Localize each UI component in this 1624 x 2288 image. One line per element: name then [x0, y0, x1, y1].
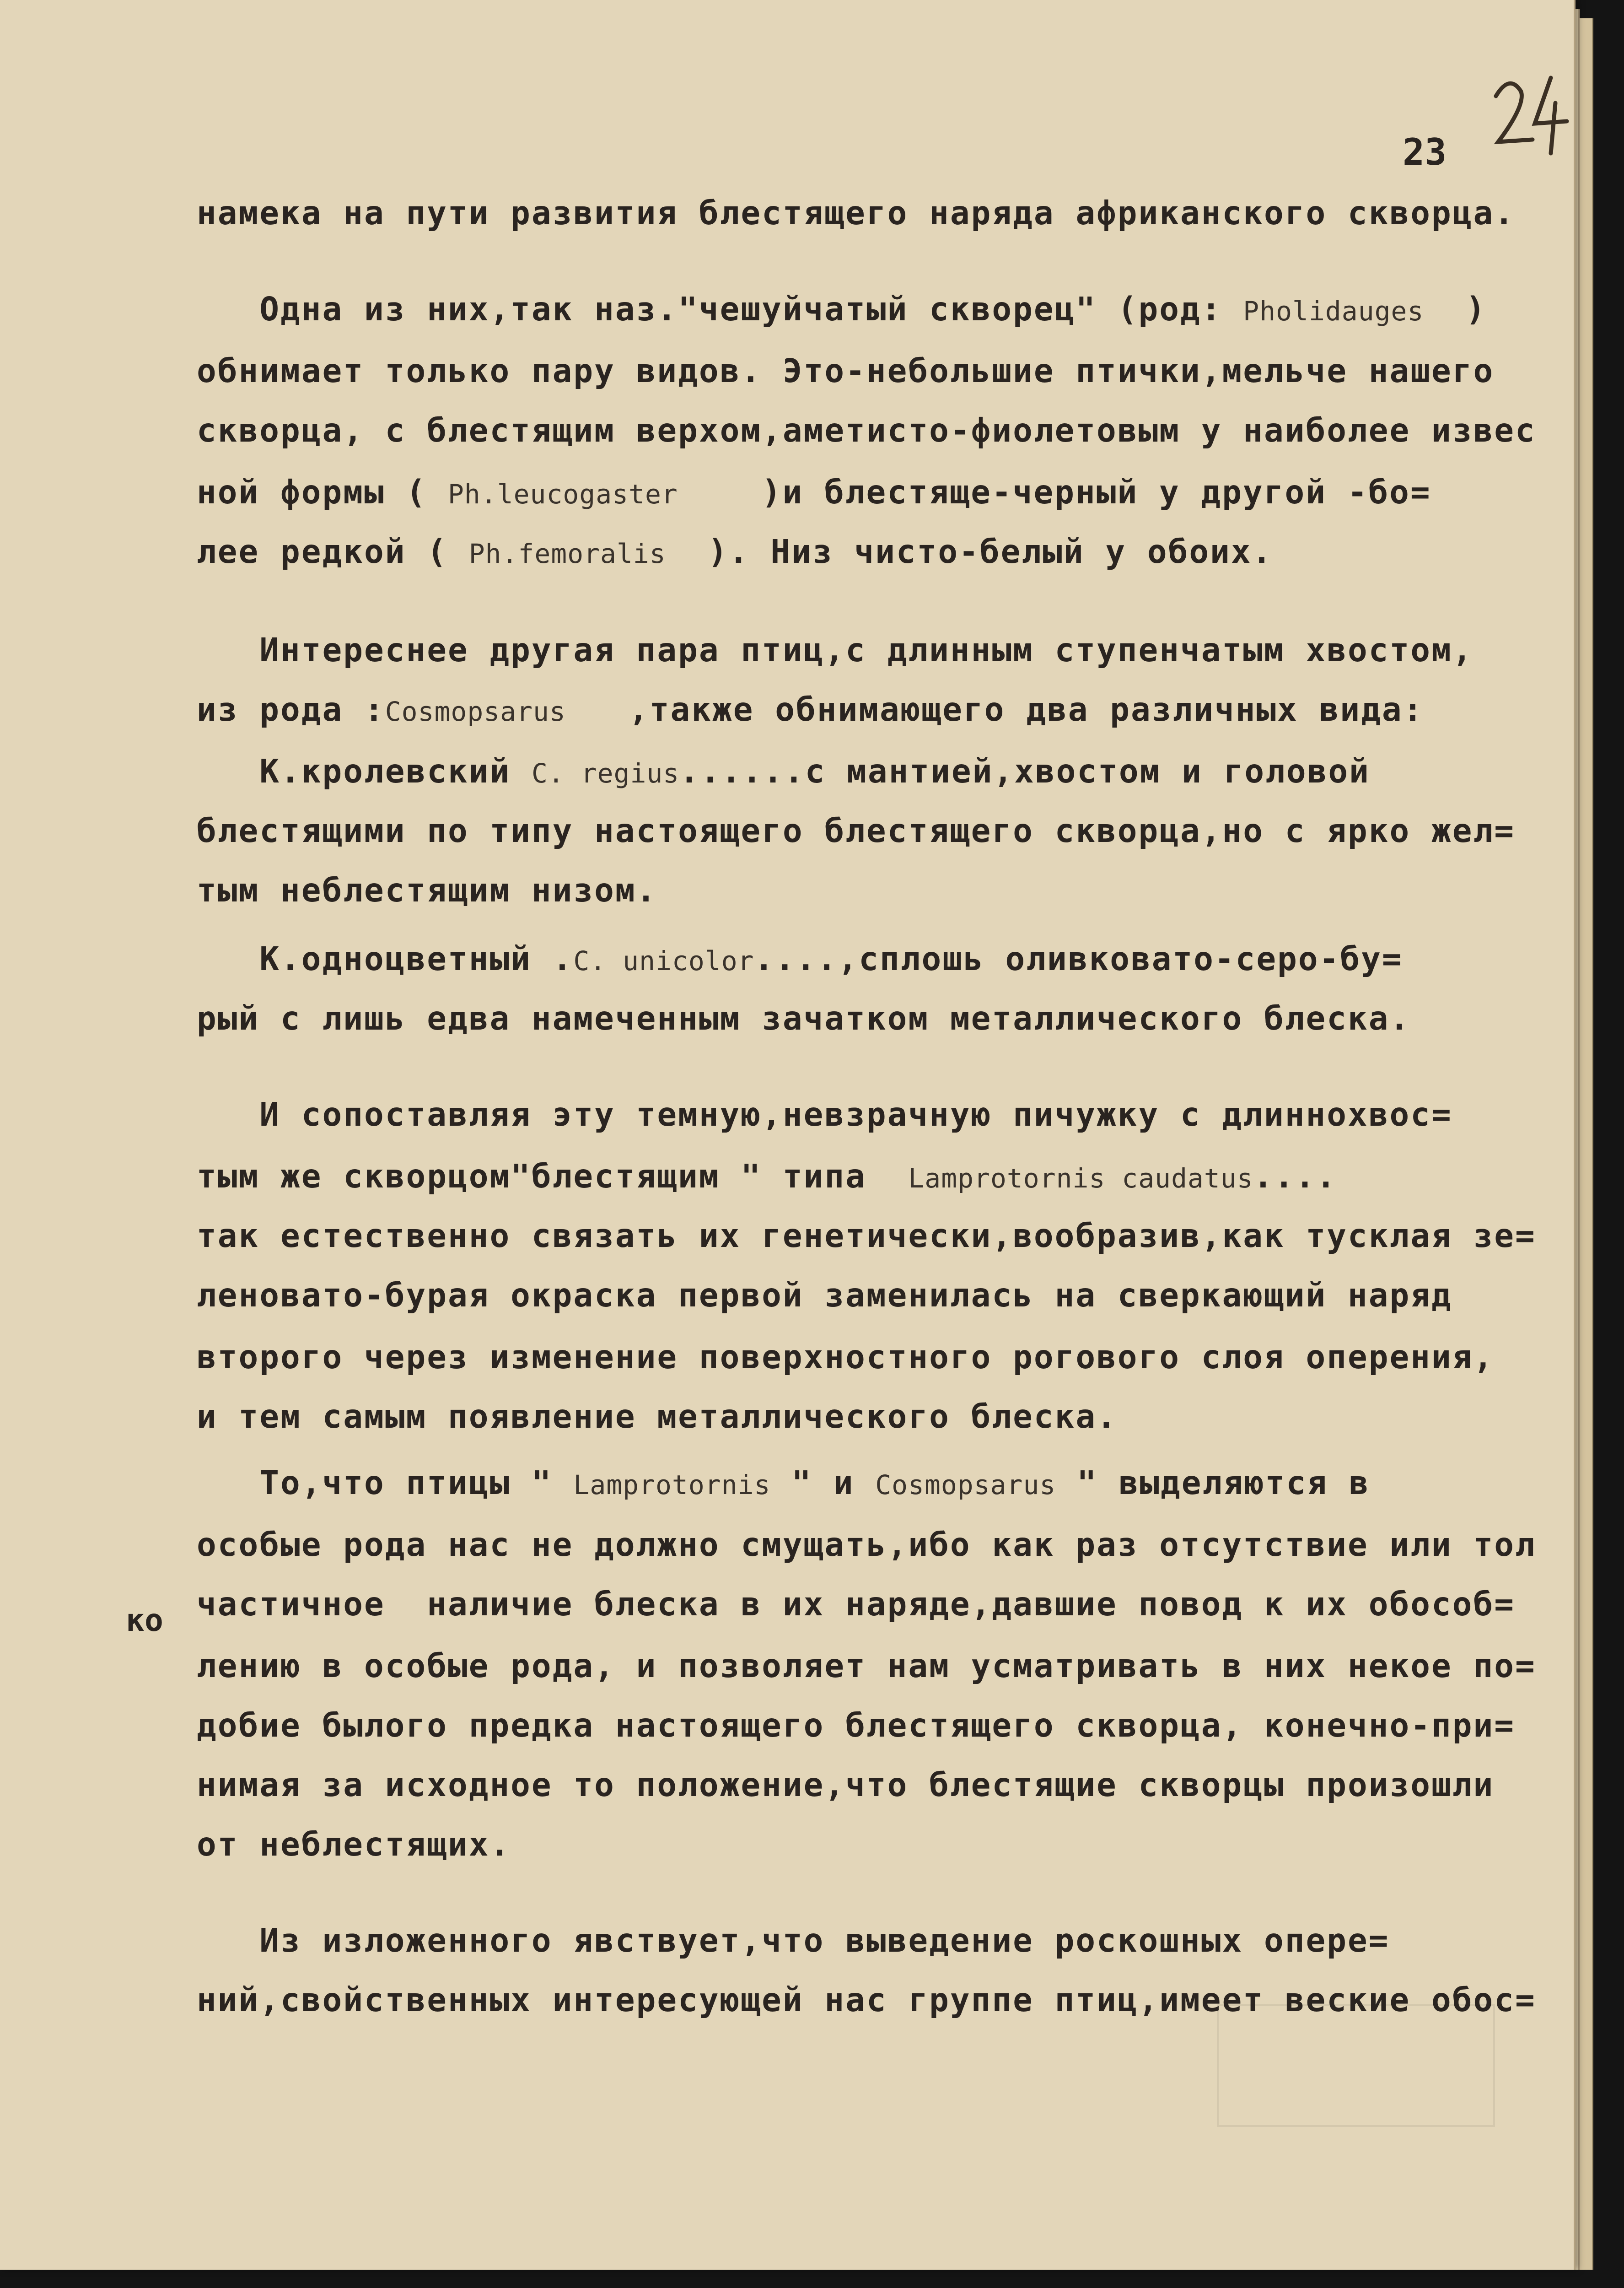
line-text: Из изложенного явствует,что выведение роскошных опере=: [197, 1921, 1390, 1959]
line-text: Одна из них,так наз."чешуйчатый скворец" (род:: [197, 290, 1243, 328]
typed-line: [197, 693, 1424, 726]
line-text: лению в особые рода, и позволяет нам усматривать в них некое по=: [197, 1647, 1536, 1685]
latin-species-name: Cosmopsarus: [385, 696, 566, 727]
typed-line: [197, 352, 1495, 390]
typed-line: [197, 1095, 1452, 1133]
line-text: обнимает только пару видов. Это-небольшие птички,мельче нашего: [197, 352, 1495, 390]
typed-line: [197, 473, 1431, 511]
page-number: 23: [1403, 131, 1447, 173]
typed-line: [197, 1526, 1536, 1564]
typed-line: [197, 1400, 1118, 1433]
latin-species-name: C. unicolor: [573, 945, 754, 977]
typed-line: [197, 1157, 1337, 1195]
line-text: ......с мантией,хвостом и головой: [679, 752, 1370, 790]
line-text: )и блестяще-черный у другой -бо=: [678, 473, 1431, 511]
line-text: тым же скворцом"блестящим " типа: [197, 1157, 909, 1195]
typed-line: [197, 533, 1273, 571]
typed-line: [197, 1464, 1370, 1502]
line-text: ): [1424, 290, 1487, 328]
typed-line: [197, 752, 1370, 790]
line-text: К.кролевский: [197, 752, 532, 790]
typed-line: [197, 290, 1487, 328]
line-text: То,что птицы ": [197, 1464, 574, 1502]
line-text: ....,сплошь оливковато-серо-бу=: [754, 940, 1403, 978]
line-text: и тем самым появление металлического блеска.: [197, 1398, 1118, 1435]
typed-line: [197, 999, 1411, 1037]
line-text: ). Низ чисто-белый у обоих.: [666, 533, 1273, 571]
line-text: лее редкой (: [197, 533, 469, 571]
typed-line: [197, 940, 1403, 978]
typed-line: [197, 1921, 1390, 1959]
line-text: так естественно связать их генетически,вообразив,как тусклая зе=: [197, 1217, 1536, 1255]
line-text: ний,свойственных интересующей нас группе птиц,имеет веские обос=: [197, 1981, 1536, 2019]
line-text: тым неблестящим низом.: [197, 871, 657, 909]
line-text: частичное наличие блеска в их наряде,давшие повод к их обособ=: [197, 1585, 1515, 1623]
typed-line: [197, 871, 657, 909]
handwritten-folio-number: [1482, 64, 1574, 156]
typed-line: [197, 1338, 1495, 1376]
typed-line: [197, 812, 1515, 850]
line-text: нимая за исходное то положение,что блестящие скворцы произошли: [197, 1766, 1495, 1804]
line-text: ....: [1253, 1157, 1337, 1195]
line-text: скворца, с блестящим верхом,аметисто-фиолетовым у наиболее извес: [197, 411, 1536, 449]
typed-line: [197, 1981, 1536, 2019]
line-text: второго через изменение поверхностного рогового слоя оперения,: [197, 1338, 1495, 1376]
latin-species-name: Ph.femoralis: [468, 538, 666, 569]
latin-species-name: Ph.leucogaster: [447, 479, 678, 510]
latin-species-name: C. regius: [531, 758, 680, 789]
typed-line: [197, 411, 1536, 449]
margin-note: ко: [126, 1603, 163, 1639]
latin-species-name: Lamprotornis caudatus: [908, 1163, 1253, 1194]
faded-stamp: [1217, 2004, 1495, 2127]
typed-line: [197, 1217, 1536, 1255]
line-text: от неблестящих.: [197, 1825, 511, 1863]
typed-line: [197, 1276, 1452, 1314]
latin-species-name: Lamprotornis: [573, 1469, 771, 1500]
line-text: леновато-бурая окраска первой заменилась на сверкающий наряд: [197, 1276, 1452, 1314]
typed-line: [197, 631, 1473, 669]
line-text: Интереснее другая пара птиц,с длинным ступенчатым хвостом,: [197, 631, 1473, 669]
line-text: " и: [770, 1464, 876, 1502]
typed-line: [197, 1647, 1536, 1685]
line-text: намека на пути развития блестящего наряда африканского скворца.: [197, 194, 1515, 232]
typed-line: [197, 1825, 511, 1863]
line-text: К.одноцветный .: [197, 940, 574, 978]
line-text: " выделяются в: [1056, 1464, 1370, 1502]
typed-line: [197, 1766, 1495, 1804]
line-text: ,также обнимающего два различных вида:: [565, 691, 1424, 728]
line-text: ной формы (: [197, 473, 448, 511]
line-text: блестящими по типу настоящего блестящего скворца,но с ярко жел=: [197, 812, 1515, 850]
line-text: из рода :: [197, 691, 385, 728]
typed-line: [197, 194, 1515, 232]
latin-species-name: Pholidauges: [1243, 296, 1424, 327]
line-text: особые рода нас не должно смущать,ибо как раз отсутствие или тол: [197, 1526, 1536, 1564]
line-text: добие былого предка настоящего блестящего скворца, конечно-при=: [197, 1706, 1515, 1744]
typed-line: [197, 1585, 1515, 1623]
line-text: И сопоставляя эту темную,невзрачную пичужку с длиннохвос=: [197, 1095, 1452, 1133]
typed-line: [197, 1706, 1515, 1744]
latin-species-name: Cosmopsarus: [875, 1469, 1056, 1500]
line-text: рый с лишь едва намеченным зачатком металлического блеска.: [197, 999, 1411, 1037]
